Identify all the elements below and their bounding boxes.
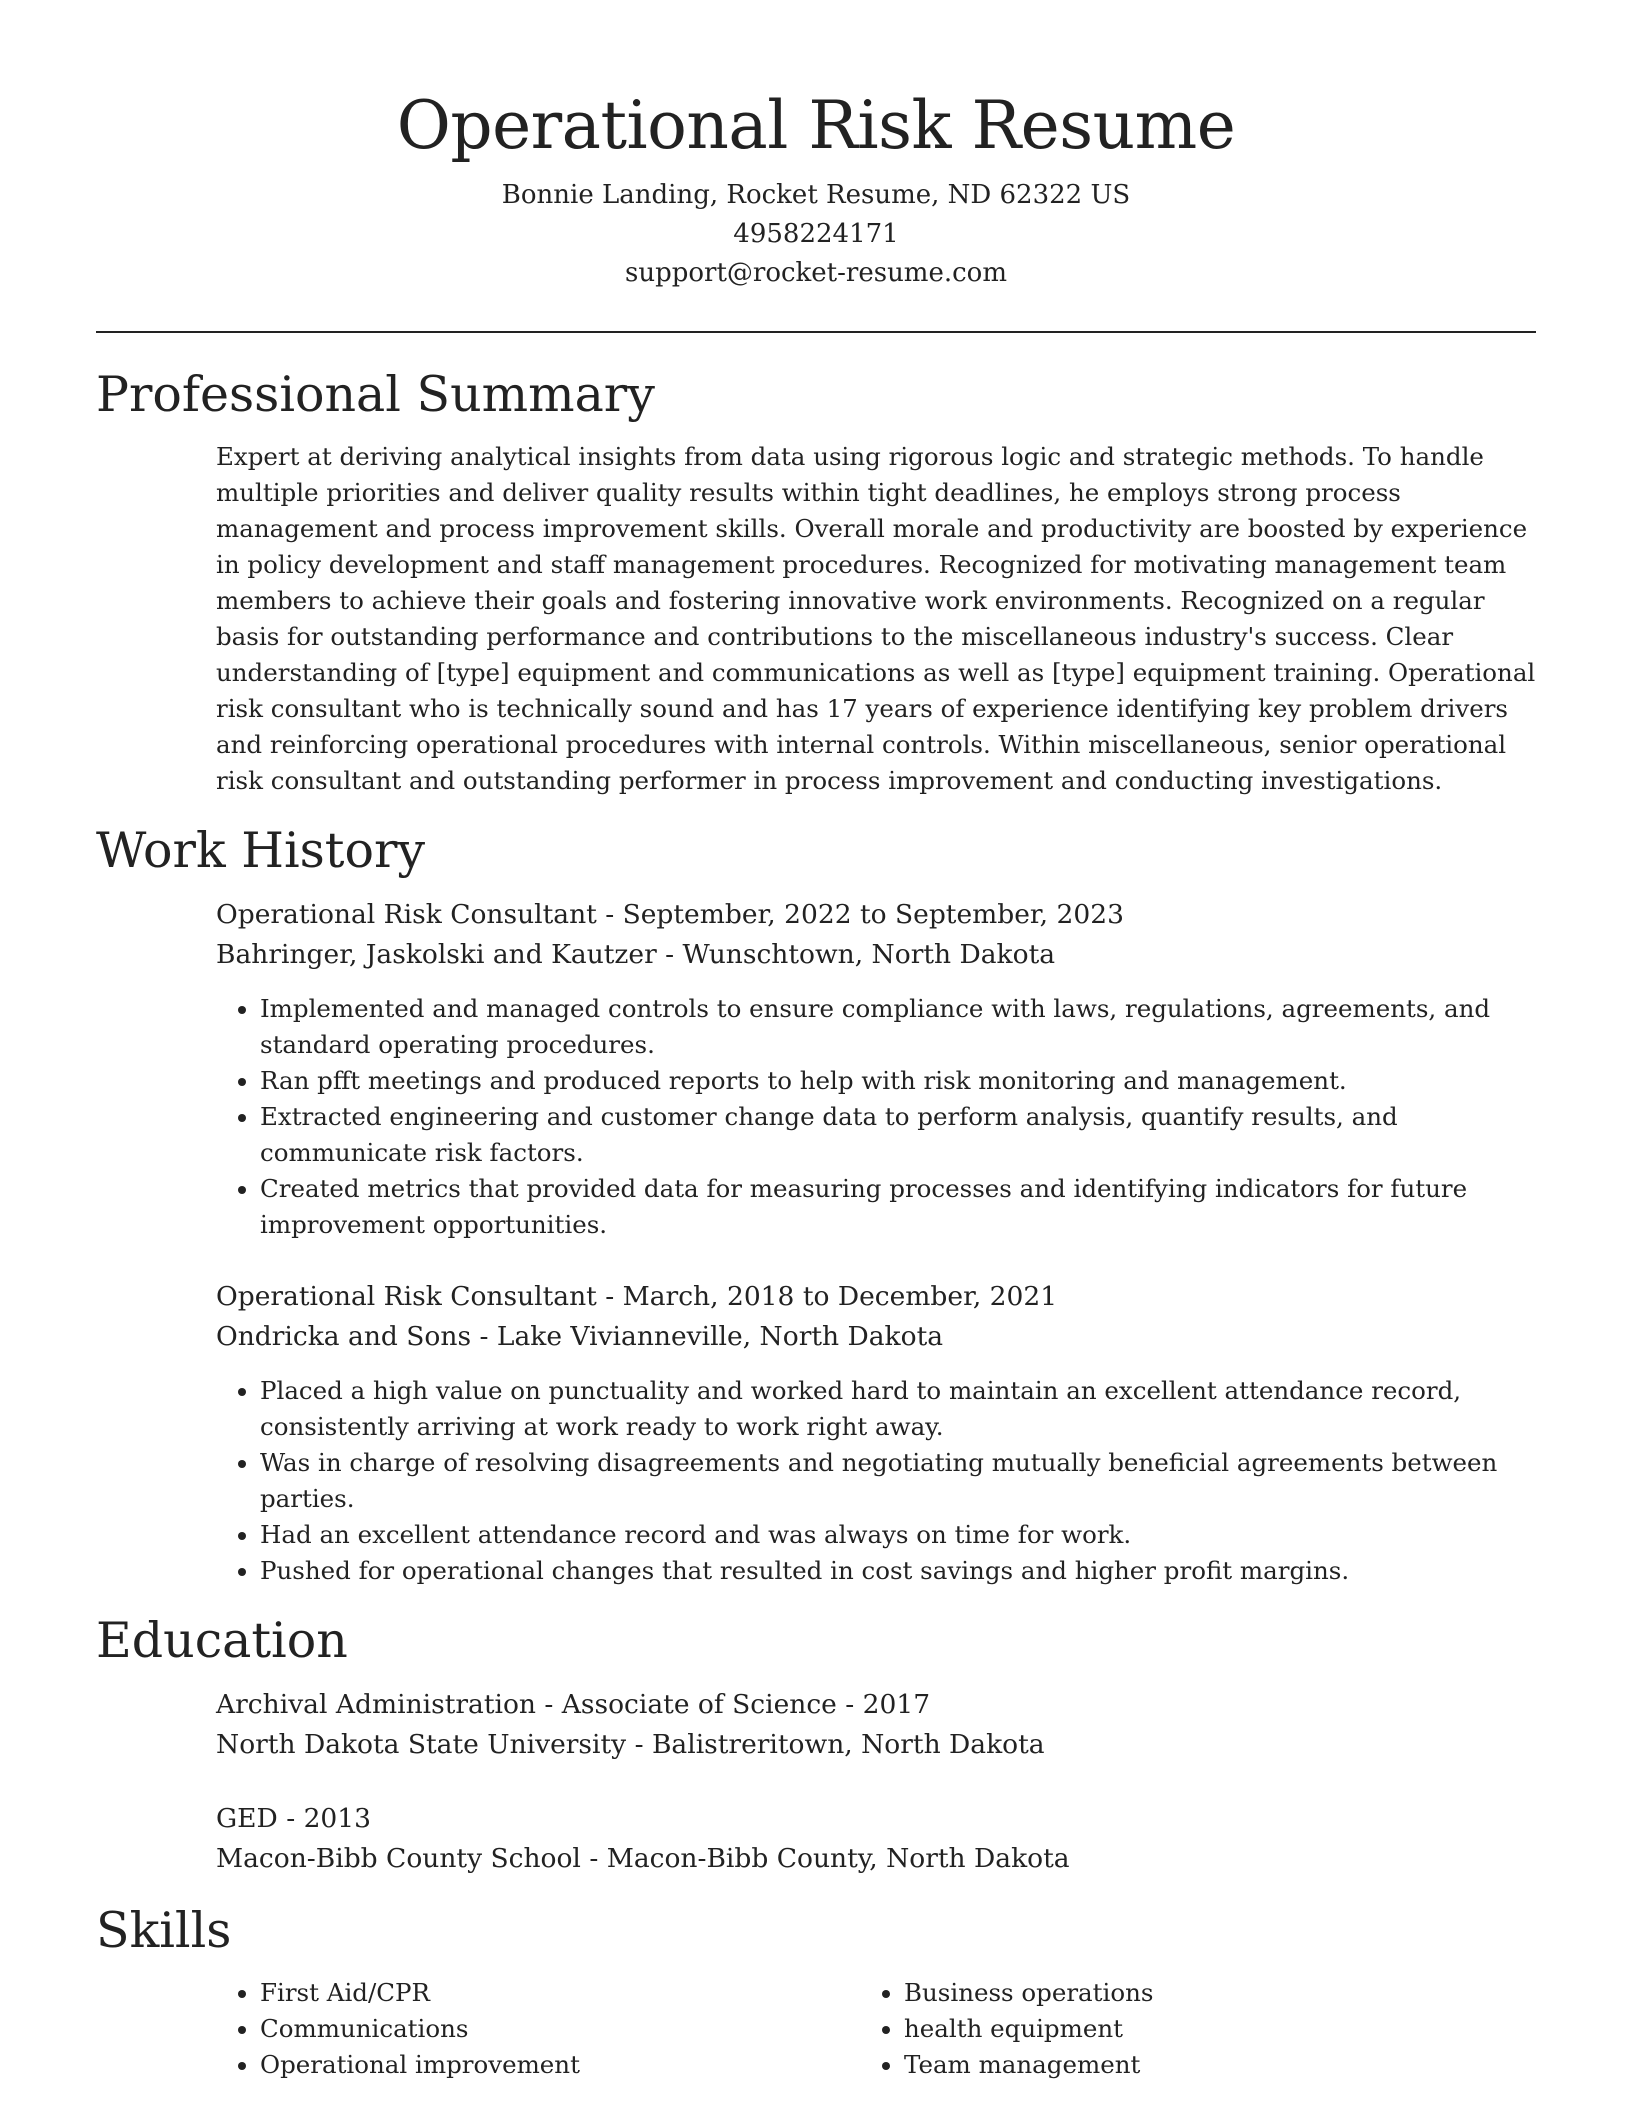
job-entry bbox=[216, 1277, 1536, 1589]
contact-block bbox=[96, 176, 1536, 293]
job-location: - Wunschtown, North Dakota bbox=[656, 939, 1056, 970]
job-company-line bbox=[216, 1317, 1536, 1357]
job-bullet: • Ran pfft meetings and produced reports to help with risk monitoring and management. bbox=[260, 1063, 1536, 1099]
job-bullet: • Had an excellent attendance record and was always on time for work. bbox=[260, 1517, 1536, 1553]
job-bullet: • Implemented and managed controls to ensure compliance with laws, regulations, agreements, and standard operating procedures. bbox=[260, 991, 1536, 1063]
education-degree: Archival Administration - Associate of Science bbox=[216, 1689, 837, 1720]
job-bullet: • Was in charge of resolving disagreements and negotiating mutually beneficial agreements between parties. bbox=[260, 1445, 1536, 1517]
section-title-work-history: Work History bbox=[96, 822, 426, 879]
education-location: - Macon-Bibb County, North Dakota bbox=[580, 1843, 1070, 1874]
contact-email: support@rocket-resume.com bbox=[624, 258, 1007, 288]
education-degree-line bbox=[216, 1799, 1536, 1839]
work-history-block bbox=[216, 895, 1536, 1589]
skills-column-2 bbox=[860, 1975, 1504, 2083]
job-bullet: • Placed a high value on punctuality and worked hard to maintain an excellent attendance record, consistently arriving at work ready to work right away. bbox=[260, 1373, 1536, 1445]
skill-item: • Team management bbox=[904, 2047, 1504, 2083]
skills-columns bbox=[216, 1975, 1536, 2083]
skill-item: • health equipment bbox=[904, 2011, 1504, 2047]
job-dates: - September, 2022 to September, 2023 bbox=[596, 899, 1124, 930]
job-bullets bbox=[216, 1373, 1536, 1589]
job-bullet: • Created metrics that provided data for measuring processes and identifying indicators for future improvement opportunities. bbox=[260, 1171, 1536, 1243]
education-school: North Dakota State University bbox=[216, 1729, 627, 1760]
skill-item: • First Aid/CPR bbox=[260, 1975, 860, 2011]
job-entry bbox=[216, 895, 1536, 1243]
education-block bbox=[216, 1685, 1536, 1879]
education-school: Macon-Bibb County School bbox=[216, 1843, 581, 1874]
job-title: Operational Risk Consultant bbox=[216, 899, 597, 930]
job-title-line bbox=[216, 895, 1536, 935]
education-location: - Balistreritown, North Dakota bbox=[626, 1729, 1045, 1760]
header-divider bbox=[96, 331, 1536, 333]
contact-phone: 4958224171 bbox=[733, 219, 899, 249]
job-bullet: • Extracted engineering and customer change data to perform analysis, quantify results, and communicate risk factors. bbox=[260, 1099, 1536, 1171]
education-degree-line bbox=[216, 1685, 1536, 1725]
education-year: - 2013 bbox=[277, 1803, 372, 1834]
job-company-line bbox=[216, 935, 1536, 975]
education-year: - 2017 bbox=[836, 1689, 931, 1720]
job-bullet: • Pushed for operational changes that resulted in cost savings and higher profit margins. bbox=[260, 1553, 1536, 1589]
skills-column-1 bbox=[216, 1975, 860, 2083]
job-company: Bahringer, Jaskolski and Kautzer bbox=[216, 939, 657, 970]
education-entry bbox=[216, 1799, 1536, 1879]
job-bullets bbox=[216, 991, 1536, 1243]
skill-item: • Operational improvement bbox=[260, 2047, 860, 2083]
education-degree: GED bbox=[216, 1803, 278, 1834]
education-school-line bbox=[216, 1839, 1536, 1879]
job-dates: - March, 2018 to December, 2021 bbox=[596, 1281, 1058, 1312]
summary-block bbox=[216, 439, 1536, 799]
section-title-skills: Skills bbox=[96, 1902, 232, 1959]
skill-item: • Communications bbox=[260, 2011, 860, 2047]
job-title-line bbox=[216, 1277, 1536, 1317]
job-location: - Lake Vivianneville, North Dakota bbox=[471, 1321, 944, 1352]
skill-item: • Business operations bbox=[904, 1975, 1504, 2011]
education-entry bbox=[216, 1685, 1536, 1765]
job-company: Ondricka and Sons bbox=[216, 1321, 472, 1352]
document-title: Operational Risk Resume bbox=[396, 87, 1236, 164]
education-school-line bbox=[216, 1725, 1536, 1765]
contact-address: Bonnie Landing, Rocket Resume, ND 62322 US bbox=[501, 180, 1131, 210]
section-title-education: Education bbox=[96, 1612, 348, 1669]
summary-text: Expert at deriving analytical insights from data using rigorous logic and strategic methods. To handle multiple priorities and deliver quality results within tight deadlines, he employs strong process management and process improvement skills. Overall morale and productivity are boosted by experience in policy development and staff management procedures. Recognized for motivating management team members to achieve their goals and fostering innovative work environments. Recognized on a regular basis for outstanding performance and contributions to the miscellaneous industry's success. Clear understanding of [type] equipment and communications as well as [type] equipment training. Operational risk consultant who is technically sound and has 17 years of experience identifying key problem drivers and reinforcing operational procedures with internal controls. Within miscellaneous, senior operational risk consultant and outstanding performer in process improvement and conducting investigations. bbox=[216, 442, 1536, 795]
section-title-summary: Professional Summary bbox=[96, 366, 655, 423]
job-title: Operational Risk Consultant bbox=[216, 1281, 597, 1312]
resume-page bbox=[96, 0, 1536, 2083]
skills-block bbox=[216, 1975, 1536, 2083]
